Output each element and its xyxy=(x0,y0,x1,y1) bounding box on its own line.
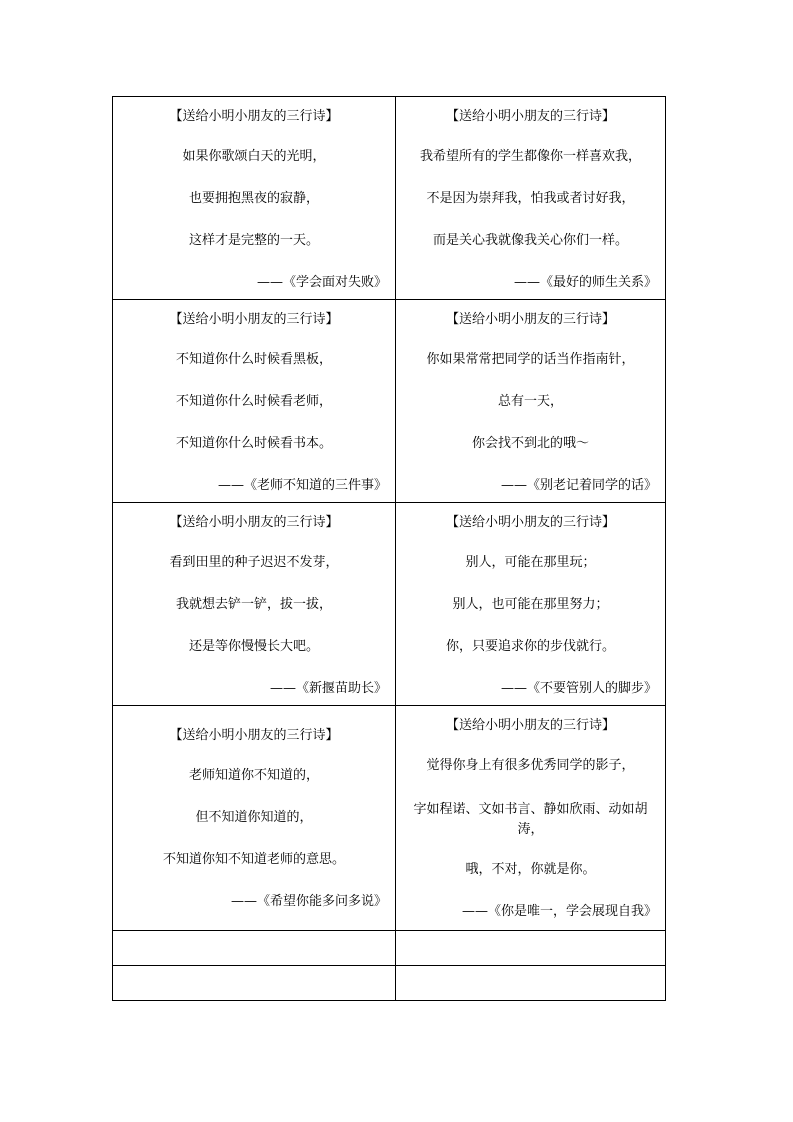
poem-line: 不知道你什么时候看黑板， xyxy=(175,352,332,367)
poem-signature: ——《新揠苗助长》 xyxy=(269,681,387,696)
poem-line: 总有一天， xyxy=(497,394,563,409)
poem-signature: ——《老师不知道的三件事》 xyxy=(217,478,387,493)
poem-line: 你会找不到北的哦～ xyxy=(471,436,589,451)
poem-line: 别人，也可能在那里努力； xyxy=(452,597,609,612)
poem-card xyxy=(396,503,666,706)
card-title: 【送给小明小朋友的三行诗】 xyxy=(445,718,615,733)
empty-row xyxy=(113,966,666,1001)
poem-card xyxy=(113,503,396,706)
poem-line: 不是因为崇拜我，怕我或者讨好我， xyxy=(426,191,635,206)
poem-row xyxy=(113,300,666,503)
poem-line: 别人，可能在那里玩； xyxy=(465,555,596,570)
poem-line: 看到田里的种子迟迟不发芽， xyxy=(169,555,339,570)
card-title: 【送给小明小朋友的三行诗】 xyxy=(169,515,339,530)
poem-line: 我希望所有的学生都像你一样喜欢我， xyxy=(419,149,641,164)
poem-card xyxy=(113,706,396,931)
poem-line: 也要拥抱黑夜的寂静， xyxy=(188,191,319,206)
poem-line: 你如果常常把同学的话当作指南针， xyxy=(426,352,635,367)
poem-card xyxy=(113,97,396,300)
poem-row xyxy=(113,97,666,300)
poem-line: 你，只要追求你的步伐就行。 xyxy=(445,639,615,654)
card-title: 【送给小明小朋友的三行诗】 xyxy=(445,312,615,327)
poem-signature: ——《别老记着同学的话》 xyxy=(500,478,657,493)
poem-line: 我就想去铲一铲，拔一拔， xyxy=(175,597,332,612)
poem-line: 觉得你身上有很多优秀同学的影子， xyxy=(426,758,635,773)
poem-line: 如果你歌颂白天的光明， xyxy=(182,149,326,164)
empty-row xyxy=(113,931,666,966)
poem-line: 还是等你慢慢长大吧。 xyxy=(188,639,319,654)
poem-line: 老师知道你不知道的， xyxy=(188,768,319,783)
poem-signature: ——《希望你能多问多说》 xyxy=(230,894,387,909)
card-title: 【送给小明小朋友的三行诗】 xyxy=(169,728,339,743)
poem-line: 字如程诺、文如书言、静如欣雨、动如胡涛， xyxy=(413,802,648,837)
poem-row xyxy=(113,503,666,706)
card-title: 【送给小明小朋友的三行诗】 xyxy=(445,109,615,124)
poem-signature: ——《最好的师生关系》 xyxy=(513,275,657,290)
empty-cell xyxy=(113,931,396,966)
poem-line: 这样才是完整的一天。 xyxy=(188,233,319,248)
poem-line: 不知道你知不知道老师的意思。 xyxy=(162,852,345,867)
card-title: 【送给小明小朋友的三行诗】 xyxy=(169,312,339,327)
poem-signature: ——《你是唯一，学会展现自我》 xyxy=(461,904,657,919)
card-title: 【送给小明小朋友的三行诗】 xyxy=(169,109,339,124)
poem-card xyxy=(113,300,396,503)
poem-line: 不知道你什么时候看书本。 xyxy=(175,436,332,451)
poem-row xyxy=(113,706,666,931)
poem-signature: ——《学会面对失败》 xyxy=(256,275,387,290)
poem-card xyxy=(396,300,666,503)
poem-line: 但不知道你知道的， xyxy=(195,810,313,825)
poem-line: 不知道你什么时候看老师， xyxy=(175,394,332,409)
poem-line: 而是关心我就像我关心你们一样。 xyxy=(432,233,628,248)
poem-card xyxy=(396,706,666,931)
poem-grid xyxy=(112,96,666,1001)
empty-cell xyxy=(396,966,666,1001)
card-title: 【送给小明小朋友的三行诗】 xyxy=(445,515,615,530)
empty-cell xyxy=(396,931,666,966)
poem-line: 哦，不对，你就是你。 xyxy=(465,862,596,877)
poem-card xyxy=(396,97,666,300)
poem-signature: ——《不要管别人的脚步》 xyxy=(500,681,657,696)
empty-cell xyxy=(113,966,396,1001)
